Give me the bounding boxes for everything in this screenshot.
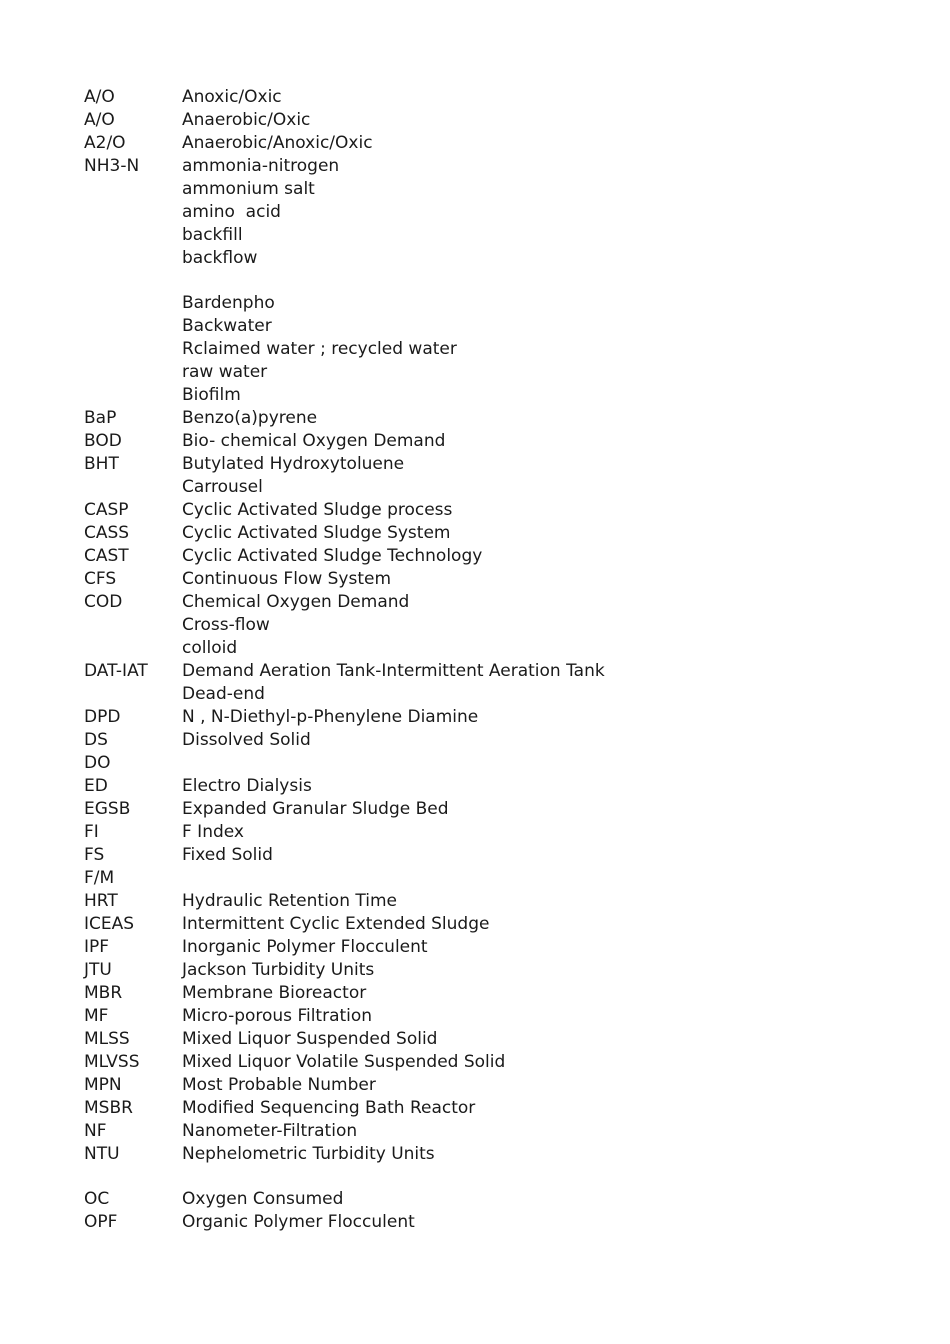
term: Dissolved Solid [182,730,311,750]
glossary-row [84,959,884,982]
abbreviation: DPD [84,707,121,727]
abbreviation [84,247,182,270]
abbreviation [84,315,182,338]
glossary-row [84,982,884,1005]
glossary-row [84,568,884,591]
glossary-row [84,1143,884,1166]
term: F Index [182,822,244,842]
abbreviation: DAT-IAT [84,661,148,681]
abbreviation [84,683,182,706]
abbreviation: MLVSS [84,1052,140,1072]
term: Oxygen Consumed [182,1189,344,1209]
abbreviation: CFS [84,569,117,589]
term: Cross-flow [182,615,270,635]
glossary-row [84,132,884,155]
term: Carrousel [182,477,263,497]
term: Dead-end [182,684,265,704]
term: backfill [182,225,243,245]
glossary-row [84,660,884,683]
abbreviation: CAST [84,546,129,566]
term: Mixed Liquor Suspended Solid [182,1029,438,1049]
glossary-row [84,1005,884,1028]
term: Anaerobic/Oxic [182,110,311,130]
abbreviation [84,614,182,637]
glossary-row [84,338,884,361]
abbreviation: HRT [84,891,118,911]
term: Intermittent Cyclic Extended Sludge [182,914,490,934]
abbreviation: OC [84,1189,110,1209]
abbreviation: FS [84,845,105,865]
glossary-row [84,86,884,109]
glossary-row [84,683,884,706]
glossary-row [84,201,884,224]
glossary-row [84,867,884,890]
glossary-row [84,407,884,430]
glossary-row [84,1074,884,1097]
abbreviation [84,201,182,224]
abbreviation: NH3-N [84,156,140,176]
term: Electro Dialysis [182,776,312,796]
term: ammonium salt [182,179,315,199]
term: backflow [182,248,258,268]
abbreviation: BHT [84,454,119,474]
abbreviation: F/M [84,868,115,888]
glossary-row [84,844,884,867]
abbreviation [84,637,182,660]
term: Cyclic Activated Sludge process [182,500,453,520]
term: amino acid [182,202,281,222]
glossary-row [84,361,884,384]
term: Nephelometric Turbidity Units [182,1144,435,1164]
term: Membrane Bioreactor [182,983,367,1003]
glossary-row [84,729,884,752]
glossary-row [84,1188,884,1211]
abbreviation: NTU [84,1144,120,1164]
abbreviation: NF [84,1121,107,1141]
term: Butylated Hydroxytoluene [182,454,405,474]
abbreviation [84,476,182,499]
glossary-row [84,1097,884,1120]
glossary-row [84,384,884,407]
abbreviation: A/O [84,110,115,130]
glossary-row [84,775,884,798]
abbreviation: JTU [84,960,112,980]
term: Chemical Oxygen Demand [182,592,410,612]
glossary-row [84,1120,884,1143]
glossary-row [84,476,884,499]
glossary-row [84,499,884,522]
abbreviation: A2/O [84,133,126,153]
term: Bardenpho [182,293,275,313]
term: Continuous Flow System [182,569,392,589]
abbreviation [84,384,182,407]
abbreviation: DO [84,753,111,773]
glossary-row [84,614,884,637]
glossary-row [84,430,884,453]
glossary-row [84,247,884,270]
abbreviation [84,292,182,315]
abbreviation [84,224,182,247]
term: Demand Aeration Tank-Intermittent Aeration Tank [182,661,605,681]
term: Cyclic Activated Sludge Technology [182,546,483,566]
glossary-row [84,292,884,315]
glossary-row [84,315,884,338]
term: Anoxic/Oxic [182,87,282,107]
term: ammonia-nitrogen [182,156,340,176]
term: Most Probable Number [182,1075,376,1095]
abbreviation: MF [84,1006,109,1026]
term: Backwater [182,316,272,336]
glossary-row [84,890,884,913]
abbreviation [84,178,182,201]
term: raw water [182,362,268,382]
glossary-row [84,453,884,476]
abbreviation: MSBR [84,1098,133,1118]
term: Fixed Solid [182,845,273,865]
glossary-row [84,752,884,775]
abbreviation: CASP [84,500,129,520]
glossary-row [84,1051,884,1074]
term: Jackson Turbidity Units [182,960,375,980]
abbreviation: IPF [84,937,110,957]
abbreviation: DS [84,730,108,750]
term: colloid [182,638,238,658]
abbreviation: ED [84,776,108,796]
term: Micro-porous Filtration [182,1006,373,1026]
glossary-row [84,936,884,959]
term: Nanometer-Filtration [182,1121,358,1141]
abbreviation: A/O [84,87,115,107]
term [182,752,884,775]
abbreviation: COD [84,592,123,612]
term: Biofilm [182,385,241,405]
term: Cyclic Activated Sludge System [182,523,451,543]
term: Organic Polymer Flocculent [182,1212,415,1232]
glossary-row [84,109,884,132]
glossary-row [84,913,884,936]
glossary-row [84,591,884,614]
abbreviation: BaP [84,408,117,428]
glossary-row [84,545,884,568]
abbreviation: FI [84,822,99,842]
glossary-table [84,86,884,1234]
term: Benzo(a)pyrene [182,408,318,428]
term: Hydraulic Retention Time [182,891,397,911]
glossary-row [84,155,884,178]
term: Inorganic Polymer Flocculent [182,937,428,957]
term [182,867,884,890]
term: Expanded Granular Sludge Bed [182,799,449,819]
glossary-row [84,706,884,729]
term: Modified Sequencing Bath Reactor [182,1098,476,1118]
glossary-row [84,178,884,201]
term: Anaerobic/Anoxic/Oxic [182,133,373,153]
term: Mixed Liquor Volatile Suspended Solid [182,1052,506,1072]
abbreviation [84,338,182,361]
glossary-row [84,224,884,247]
abbreviation: OPF [84,1212,118,1232]
term: N , N-Diethyl-p-Phenylene Diamine [182,707,479,727]
glossary-row [84,1211,884,1234]
glossary-row [84,798,884,821]
glossary-row [84,821,884,844]
glossary-row [84,637,884,660]
abbreviation: MPN [84,1075,122,1095]
abbreviation: ICEAS [84,914,135,934]
term: Bio- chemical Oxygen Demand [182,431,446,451]
glossary-row [84,522,884,545]
term: Rclaimed water ; recycled water [182,339,457,359]
abbreviation: MBR [84,983,123,1003]
abbreviation: CASS [84,523,130,543]
abbreviation [84,361,182,384]
abbreviation: BOD [84,431,122,451]
abbreviation: EGSB [84,799,131,819]
glossary-row [84,1028,884,1051]
abbreviation: MLSS [84,1029,130,1049]
